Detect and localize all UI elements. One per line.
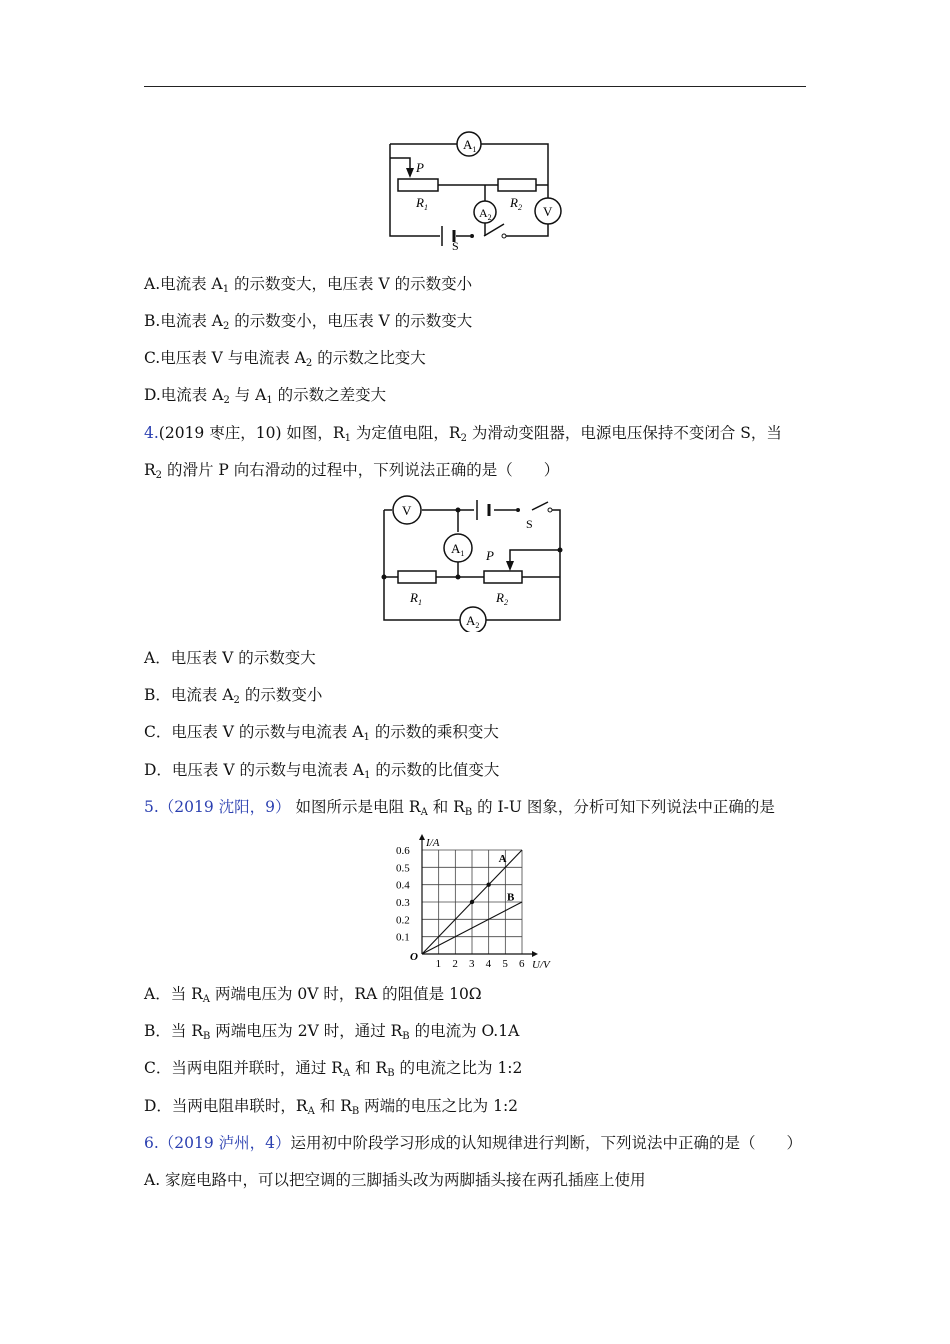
series-label-a: A [498, 853, 507, 866]
q6-option-a: A. 家庭电路中，可以把空调的三脚插头改为两脚插头接在两孔插座上使用 [144, 1171, 646, 1189]
voltmeter-label: V [402, 503, 412, 518]
q4-option-b: B．电流表 $A_2$ 的示数变小 [144, 686, 323, 706]
ammeter-a1-label: $A_1$ [451, 541, 465, 558]
x-tick-label: 6 [519, 958, 525, 970]
voltmeter-label: V [543, 204, 553, 219]
q3-option-d: D.电流表 $A_2$ 与 $A_1$ 的示数之差变大 [144, 386, 387, 406]
junction-dot [558, 548, 563, 553]
x-axis-arrow [532, 951, 538, 957]
q5-option-d: D．当两电阻串联时，$R_A$ 和 $R_B$ 两端的电压之比为 1:2 [144, 1097, 519, 1117]
q5-stem: 5.（2019 沈阳，9） 如图所示是电阻 $R_A$ 和 $R_B$ 的 I-U 图象，分析可知下列说法中正确的是 [144, 798, 775, 818]
chart-labels [396, 837, 551, 971]
switch-contact [548, 508, 552, 512]
q6-stem: 6.（2019 泸州，4）运用初中阶段学习形成的认知规律进行判断，下列说法中正确的是（ ） [144, 1134, 803, 1152]
junction-dot [456, 575, 461, 580]
ammeter-a1-label: $A_1$ [463, 137, 477, 154]
y-tick-label: 0.1 [396, 931, 410, 944]
series-label-b: B [507, 891, 515, 904]
q4-stem-line-1: 4.(2019 枣庄，10) 如图，$R_1$ 为定值电阻，$R_2$ 为滑动变阻器，电源电压保持不变闭合 S，当 [144, 424, 782, 444]
circuit-diagram-1 [380, 126, 570, 252]
y-axis-arrow [419, 834, 425, 840]
x-tick-label: 1 [435, 958, 442, 970]
series-point-a [486, 882, 490, 886]
x-tick-label: 4 [485, 958, 492, 970]
junction-dot [456, 508, 461, 513]
switch-contact [470, 234, 474, 238]
q4-option-d: D．电压表 V 的示数与电流表 $A_1$ 的示数的比值变大 [144, 761, 500, 781]
resistor-r1 [398, 571, 436, 583]
q5-option-c: C．当两电阻并联时，通过 $R_A$ 和 $R_B$ 的电流之比为 1:2 [144, 1059, 523, 1079]
q4-option-c: C．电压表 V 的示数与电流表 $A_1$ 的示数的乘积变大 [144, 723, 499, 743]
header-rule [144, 86, 806, 87]
ammeter-a2-label: $A_2$ [479, 206, 492, 222]
wire [510, 550, 560, 562]
r1-label: $R_1$ [416, 195, 428, 212]
wire [484, 224, 504, 236]
x-tick-label: 3 [469, 958, 475, 970]
q4-option-a: A．电压表 V 的示数变大 [144, 649, 316, 667]
q3-option-c: C.电压表 V 与电流表 $A_2$ 的示数之比变大 [144, 349, 426, 369]
x-tick-label: 2 [452, 958, 458, 970]
y-tick-label: 0.2 [396, 914, 410, 927]
ammeter-a2-label: $A_2$ [466, 613, 480, 630]
resistor-r2 [484, 571, 522, 583]
resistor-r2 [498, 179, 536, 191]
slider-label: P [416, 160, 424, 175]
wire [384, 510, 460, 620]
q3-option-b: B.电流表 $A_2$ 的示数变小，电压表 V 的示数变大 [144, 312, 473, 332]
slider-arrow [406, 168, 414, 178]
circuit-diagram-2 [378, 492, 568, 632]
x-tick-label: 5 [502, 958, 508, 970]
y-tick-label: 0.6 [396, 845, 410, 857]
y-axis-label: I/A [426, 837, 440, 849]
switch-contact [516, 508, 520, 512]
switch-contact [502, 234, 506, 238]
r1-label: $R_1$ [410, 590, 422, 607]
y-tick-label: 0.5 [396, 862, 410, 875]
wire [506, 224, 548, 236]
series-point-a [470, 900, 474, 904]
junction-dot [382, 575, 387, 580]
switch-label: S [526, 517, 533, 531]
wire [532, 502, 548, 510]
q3-option-a: A.电流表 $A_1$ 的示数变大，电压表 V 的示数变小 [144, 275, 473, 295]
slider-arrow [506, 561, 514, 571]
slider-label: P [486, 548, 494, 563]
q4-stem-line-2: $R_2$ 的滑片 P 向右滑动的过程中，下列说法正确的是（ ） [144, 461, 560, 481]
y-tick-label: 0.3 [396, 897, 410, 909]
y-tick-label: 0.4 [396, 879, 410, 892]
q5-option-a: A．当 $R_A$ 两端电压为 0V 时，RA 的阻值是 10Ω [144, 985, 482, 1005]
r2-label: $R_2$ [510, 195, 522, 212]
origin-label: O [410, 951, 418, 963]
switch-label: S [452, 239, 459, 252]
r2-label: $R_2$ [496, 590, 508, 607]
q5-option-b: B．当 $R_B$ 两端电压为 2V 时，通过 $R_B$ 的电流为 O.1A [144, 1022, 520, 1042]
resistor-r1 [398, 179, 438, 191]
x-axis-label: U/V [532, 959, 550, 971]
iu-chart [392, 830, 562, 978]
